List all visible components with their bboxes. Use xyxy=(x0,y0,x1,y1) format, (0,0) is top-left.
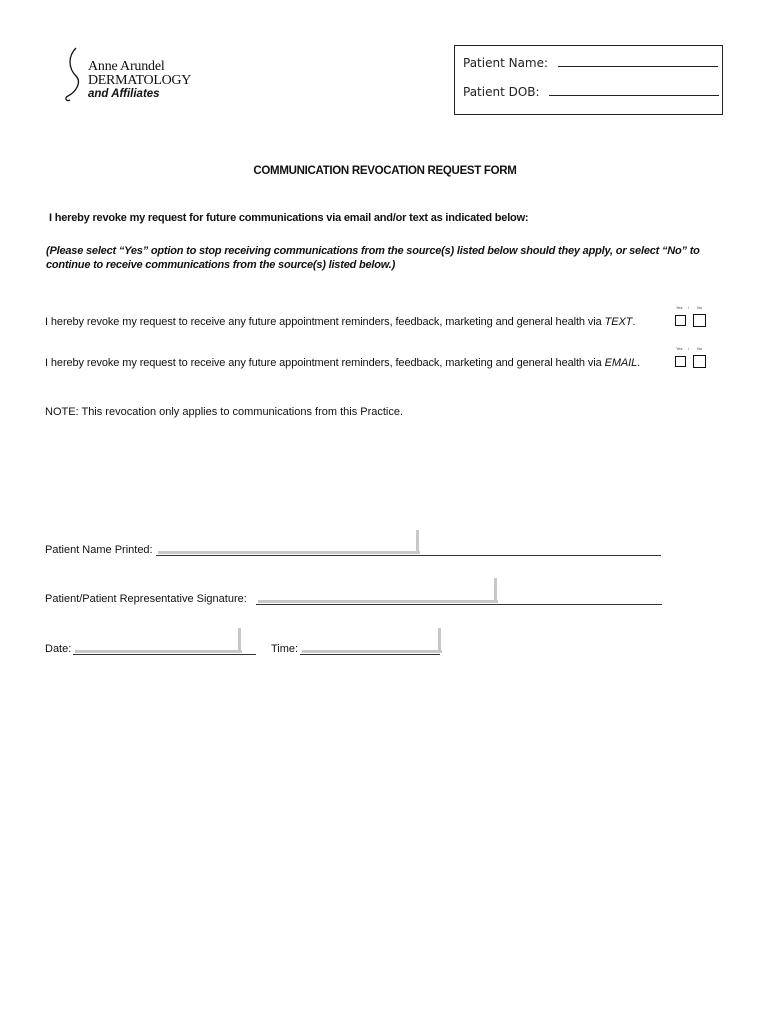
text-sep-label: / xyxy=(688,305,690,310)
text-yes-checkbox[interactable] xyxy=(675,315,686,326)
form-title: COMMUNICATION REVOCATION REQUEST FORM xyxy=(253,165,517,177)
revoke-email-statement: I hereby revoke my request to receive any future appointment reminders, feedback, marketing and general health via xyxy=(45,357,605,369)
revocation-note: NOTE: This revocation only applies to communications from this Practice. xyxy=(45,406,404,418)
name-printed-line xyxy=(156,555,661,556)
signature-field[interactable] xyxy=(258,600,498,603)
logo-line-2: DERMATOLOGY xyxy=(88,73,191,88)
patient-name-label: Patient Name: xyxy=(463,56,549,70)
email-yes-label: Yes xyxy=(676,346,683,351)
name-printed-field[interactable] xyxy=(158,551,420,554)
patient-info-box xyxy=(454,45,723,115)
text-no-label: No xyxy=(697,305,703,310)
signature-label: Patient/Patient Representative Signature: xyxy=(45,593,247,605)
revoke-email-option xyxy=(45,357,640,369)
signature-line xyxy=(256,604,662,605)
logo-swoosh-icon xyxy=(62,46,90,102)
time-field[interactable] xyxy=(302,650,442,653)
patient-name-field[interactable] xyxy=(558,54,718,67)
email-no-label: No xyxy=(697,346,703,351)
name-printed-field-edge xyxy=(416,530,419,554)
revoke-text-option xyxy=(45,316,635,328)
email-sep-label: / xyxy=(688,346,690,351)
date-field-edge xyxy=(238,628,241,653)
time-label: Time: xyxy=(271,643,299,655)
practice-logo xyxy=(62,46,222,106)
revoke-email-channel: EMAIL xyxy=(604,357,638,369)
name-printed-label: Patient Name Printed: xyxy=(45,544,153,556)
revoke-text-channel: TEXT xyxy=(604,316,633,328)
time-field-edge xyxy=(438,628,441,653)
patient-dob-field[interactable] xyxy=(549,83,719,96)
date-label: Date: xyxy=(45,643,72,655)
date-line xyxy=(73,654,256,655)
logo-line-3: and Affiliates xyxy=(88,88,160,100)
revoke-text-end: . xyxy=(632,316,636,328)
revoke-text-statement: I hereby revoke my request to receive any future appointment reminders, feedback, marketing and general health via xyxy=(45,316,605,328)
form-intro: I hereby revoke my request for future communications via email and/or text as indicated below: xyxy=(49,212,529,224)
email-yes-checkbox[interactable] xyxy=(675,356,686,367)
signature-field-edge xyxy=(494,578,497,603)
text-yes-label: Yes xyxy=(676,305,683,310)
text-no-checkbox[interactable] xyxy=(693,314,706,327)
form-instruction: (Please select “Yes” option to stop receiving communications from the source(s) listed below should they apply, or select “No” to continue to receive communications from the source(s) listed below.) xyxy=(46,245,700,271)
time-line xyxy=(300,654,440,655)
logo-line-1: Anne Arundel xyxy=(88,59,165,74)
date-field[interactable] xyxy=(75,650,242,653)
email-no-checkbox[interactable] xyxy=(693,355,706,368)
patient-dob-label: Patient DOB: xyxy=(463,85,540,99)
revoke-email-end: . xyxy=(637,357,641,369)
